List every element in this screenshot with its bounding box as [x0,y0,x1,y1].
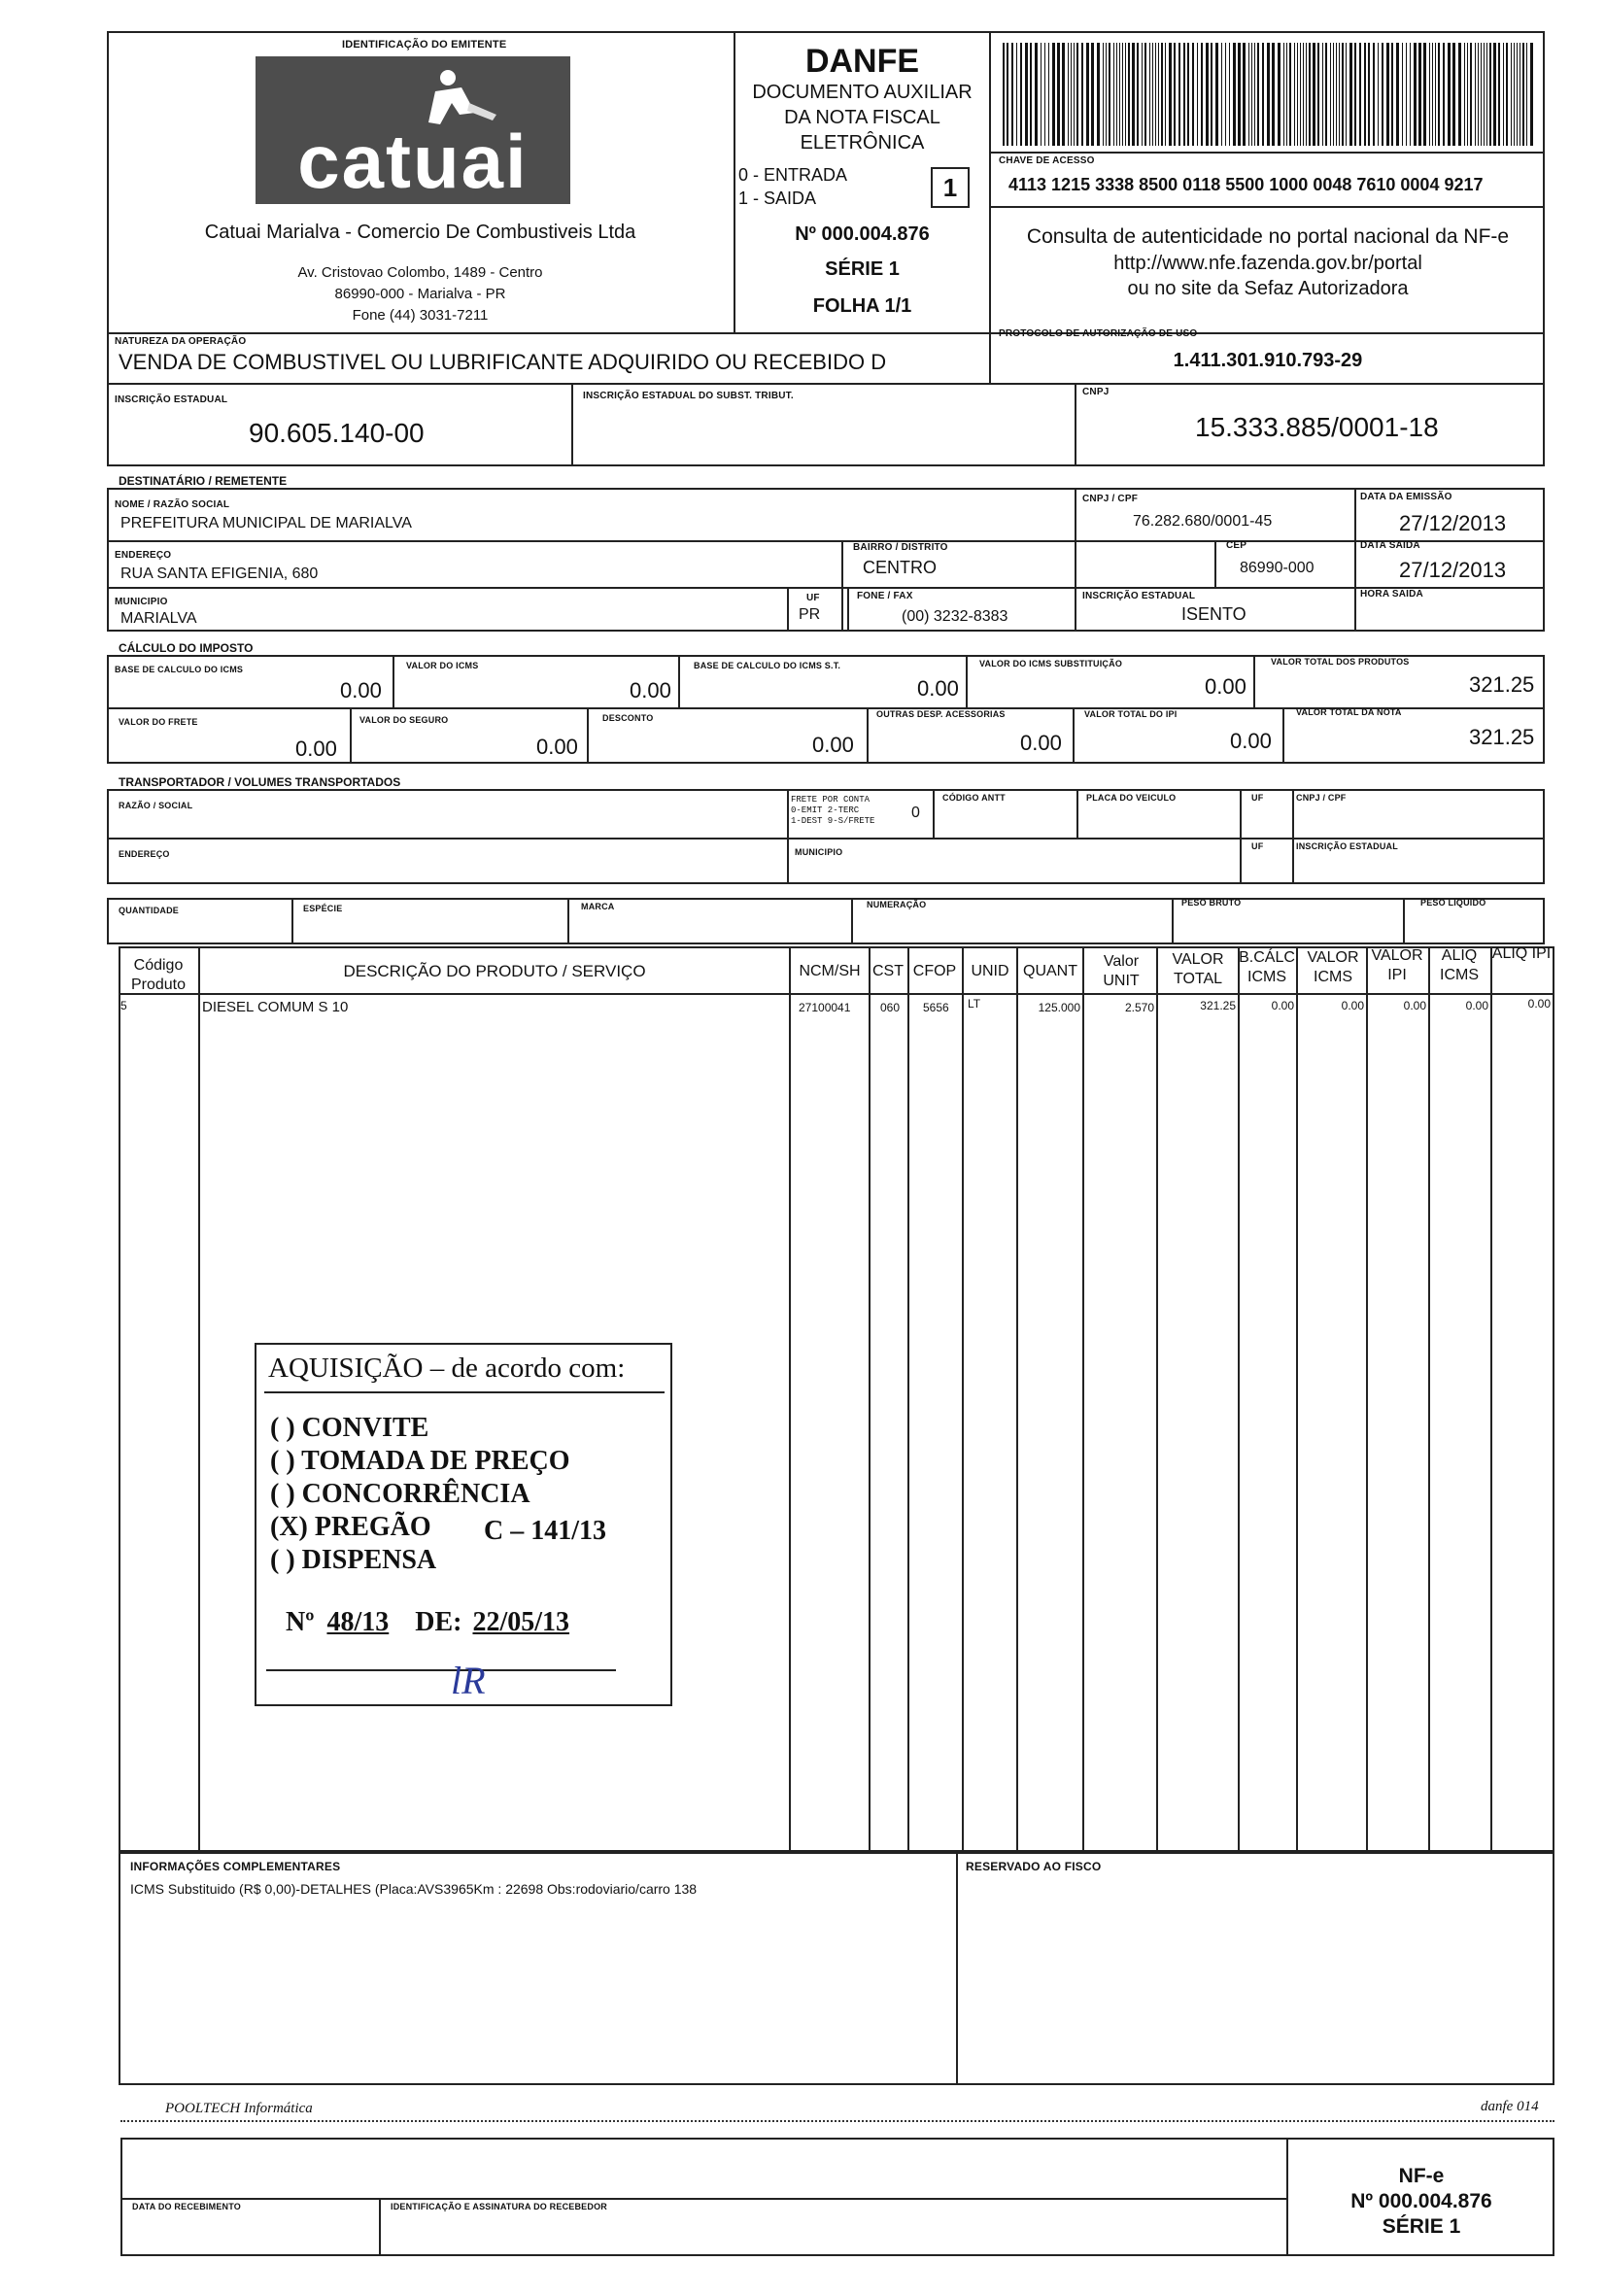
barcode-bar [1470,43,1472,146]
barcode-bar [1511,43,1512,146]
protocol-value: 1.411.301.910.793-29 [1173,350,1363,371]
barcode-bar [1057,43,1060,146]
barcode-bar [1418,43,1421,146]
barcode-bar [1086,43,1089,146]
barcode-bar [1342,43,1344,146]
consult-line1: Consulta de autenticidade no portal nacional da NF-e [1026,225,1510,248]
icms-value: 0.00 [630,678,671,703]
barcode-bar [1103,43,1104,146]
barcode-bar [1125,43,1126,146]
barcode-bar [1081,43,1083,146]
cnpj-label: CNPJ [1082,387,1110,397]
recipient-cnpj-label: CNPJ / CPF [1082,494,1139,504]
barcode-bar [1215,43,1218,146]
cell-code: 5 [120,999,127,1012]
barcode-bar [1297,43,1298,146]
barcode-bar [1238,43,1241,146]
stamp-signature: lR [451,1659,486,1702]
barcode-bar [1478,43,1479,146]
icms-st-label: VALOR DO ICMS SUBSTITUIÇÃO [979,659,1123,668]
fisco-label: RESERVADO AO FISCO [966,1860,1102,1873]
barcode-bar [1267,43,1270,146]
stamp-date-prefix: DE: [415,1607,462,1637]
logo-text: catuai [297,119,529,204]
barcode-bar [1443,43,1445,146]
access-key-label: CHAVE DE ACESSO [999,155,1095,166]
barcode-bar [1317,43,1319,146]
recipient-address-label: ENDEREÇO [115,550,172,561]
table-column-divider [1366,946,1368,1852]
barcode-bar [1458,43,1461,146]
uf-label: UF [806,593,820,603]
barcode-bar [1349,43,1352,146]
barcode-bar [1432,43,1433,146]
stub-nfe: NF-e [1398,2165,1445,2187]
total-products-label: VALOR TOTAL DOS PRODUTOS [1271,657,1410,667]
barcode-bar [1410,43,1411,146]
barcode-bar [1333,43,1334,146]
barcode-bar [1402,43,1403,146]
table-column-divider [1156,946,1158,1852]
danfe-sub2: DA NOTA FISCAL [784,107,940,128]
district-label: BAIRRO / DISTRITO [853,542,948,553]
barcode-bar [1359,43,1361,146]
th-ipi-rate: ALIQ IPI [1491,945,1552,962]
barcode-bar [1068,43,1069,146]
emitter-section-label: IDENTIFICAÇÃO DO EMITENTE [342,39,507,51]
danfe-sub1: DOCUMENTO AUXILIAR [752,82,973,103]
city-label: MUNICIPIO [115,597,168,607]
barcode-bar [1262,43,1264,146]
phone-label: FONE / FAX [857,591,913,601]
barcode-bar [1165,43,1166,146]
barcode-bar [1052,43,1055,146]
barcode-bar [1076,43,1078,146]
barcode-bar [1506,43,1508,146]
th-total-value: VALOR TOTAL [1172,951,1224,987]
barcode-bar [1119,43,1120,146]
qty-label: QUANTIDADE [119,906,179,915]
emitter-phone: Fone (44) 3031-7211 [352,307,489,324]
uf-value: PR [799,606,821,623]
protocol-label: PROTOCOLO DE AUTORIZAÇÃO DE USO [999,328,1198,339]
barcode-bar [1438,43,1440,146]
stub-number: Nº 000.004.876 [1350,2190,1492,2212]
stamp-number-line [286,1607,569,1638]
cell-ncm: 27100041 [799,1001,851,1014]
barcode-bar [1368,43,1370,146]
operation-label: NATUREZA DA OPERAÇÃO [115,336,247,347]
table-column-divider [907,946,909,1852]
receiver-label: IDENTIFICAÇÃO E ASSINATURA DO RECEBEDOR [391,2202,607,2211]
ipi-value: 0.00 [1230,729,1272,753]
emission-label: DATA DA EMISSÃO [1360,492,1452,502]
carrier-uf-label: UF [1251,793,1264,803]
cell-icms-value: 0.00 [1341,999,1364,1012]
carrier-cnpj-label: CNPJ / CPF [1296,793,1347,803]
barcode-bar [1197,43,1198,146]
barcode-bar [1251,43,1252,146]
table-column-divider [1490,946,1492,1852]
base-st-label: BASE DE CALCULO DO ICMS S.T. [694,661,841,670]
icms-label: VALOR DO ICMS [406,661,479,670]
th-unit: UNID [971,963,1009,979]
barcode-bar [1122,43,1123,146]
district-value: CENTRO [863,558,937,577]
barcode-bar [1041,43,1042,146]
barcode-bar [1132,43,1135,146]
cell-unit: LT [968,997,981,1011]
insurance-label: VALOR DO SEGURO [359,715,449,725]
barcode-bar [1116,43,1117,146]
catuai-logo [256,56,570,204]
table-column-divider [1296,946,1298,1852]
discount-label: DESCONTO [602,713,654,723]
barcode-bar [1020,43,1022,146]
barcode-bar [1109,43,1110,146]
carrier-name-label: RAZÃO / SOCIAL [119,801,193,810]
barcode-bar [1169,43,1172,146]
barcode-bar [1313,43,1315,146]
barcode-bar [1225,43,1226,146]
stamp-number-prefix: Nº [286,1607,315,1637]
th-unit-value: Valor UNIT [1103,953,1140,989]
phone-value: (00) 3232-8383 [902,608,1008,625]
barcode-bar [1386,43,1389,146]
stamp-option-concorrencia: ( ) CONCORRÊNCIA [270,1479,530,1509]
barcode-bar [1152,43,1153,146]
barcode-bar [1211,43,1212,146]
barcode-bar [1016,43,1017,146]
recipient-name: PREFEITURA MUNICIPAL DE MARIALVA [120,515,412,531]
danfe-number: Nº 000.004.876 [795,223,930,245]
barcode-bar [1233,43,1236,146]
emitter-city: 86990-000 - Marialva - PR [334,286,506,302]
base-icms-label: BASE DE CALCULO DO ICMS [115,665,244,674]
recipient-ie-label: INSCRIÇÃO ESTADUAL [1082,591,1196,601]
barcode-bar [1484,43,1485,146]
consult-line3: ou no site da Sefaz Autorizadora [1127,278,1409,299]
danfe-entry: 0 - ENTRADA [738,165,848,185]
form-id: danfe 014 [1481,2099,1539,2114]
cut-line [120,2120,1554,2122]
barcode-bar [1464,43,1465,146]
stamp-option-convite: ( ) CONVITE [270,1413,429,1443]
gross-weight-label: PESO BRUTO [1181,898,1242,908]
stamp-option-pregao: (X) PREGÃO [270,1512,431,1542]
antt-label: CÓDIGO ANTT [942,793,1006,803]
barcode-bar [1161,43,1163,146]
th-desc: DESCRIÇÃO DO PRODUTO / SERVIÇO [343,962,646,980]
barcode-bar [1486,43,1487,146]
barcode-bar [1278,43,1281,146]
danfe-sheet: FOLHA 1/1 [812,295,912,317]
barcode-bar [1283,43,1284,146]
barcode-bar [1522,43,1524,146]
recipient-ie: ISENTO [1181,604,1246,624]
barcode-bar [1526,43,1527,146]
cell-total-value: 321.25 [1200,999,1236,1012]
barcode-bar [1257,43,1259,146]
carrier-ie-label: INSCRIÇÃO ESTADUAL [1296,841,1398,851]
barcode-bar [1514,43,1515,146]
barcode-bar [1062,43,1065,146]
barcode-bar [1243,43,1246,146]
insurance-value: 0.00 [536,735,578,759]
barcode-bar [1406,43,1407,146]
barcode-bar [1322,43,1323,146]
cell-ipi-value: 0.00 [1403,999,1426,1012]
barcode-bar [1003,43,1005,146]
operation-value: VENDA DE COMBUSTIVEL OU LUBRIFICANTE ADQUIRIDO OU RECEBIDO D [119,350,887,374]
barcode-bar [1452,43,1455,146]
cell-icms-rate: 0.00 [1465,999,1488,1012]
danfe-title: DANFE [804,43,920,80]
cnpj-value: 15.333.885/0001-18 [1195,412,1439,442]
time-label: HORA SAIDA [1360,589,1423,600]
barcode [999,43,1535,146]
barcode-bar [1142,43,1143,146]
icms-st-value: 0.00 [1205,674,1246,699]
acquisition-stamp [255,1343,672,1706]
other-label: OUTRAS DESP. ACESSORIAS [876,709,1006,719]
danfe-type-value: 1 [942,173,958,202]
barcode-bar [1221,43,1222,146]
barcode-bar [1503,43,1504,146]
stub-series: SÉRIE 1 [1382,2215,1461,2238]
barcode-bar [1300,43,1301,146]
barcode-bar [1149,43,1150,146]
barcode-bar [1011,43,1013,146]
barcode-bar [1286,43,1287,146]
barcode-bar [1391,43,1393,146]
stamp-pregao-code: C – 141/13 [484,1516,606,1546]
tax-section: CÁLCULO DO IMPOSTO [119,641,254,655]
stamp-title: AQUISIÇÃO – de acordo com: [268,1353,626,1384]
brand-label: MARCA [581,902,615,911]
emitter-name: Catuai Marialva - Comercio De Combustiveis Ltda [204,222,636,243]
barcode-bar [1530,43,1533,146]
emitter-address: Av. Cristovao Colombo, 1489 - Centro [297,264,543,281]
barcode-bar [1354,43,1356,146]
table-column-divider [198,946,200,1852]
exit-date-label: DATA SAIDA [1360,540,1420,551]
table-column-divider [1238,946,1240,1852]
barcode-bar [1229,43,1230,146]
city-value: MARIALVA [120,610,197,627]
barcode-bar [1330,43,1331,146]
barcode-bar [1382,43,1383,146]
numbering-label: NUMERAÇÃO [867,900,927,909]
th-base-icms: B.CÁLC ICMS [1239,949,1295,985]
recipient-cnpj: 76.282.680/0001-45 [1133,513,1273,530]
total-label: VALOR TOTAL DA NOTA [1296,707,1402,717]
barcode-bar [1309,43,1311,146]
barcode-bar [1429,43,1430,146]
recipient-address: RUA SANTA EFIGENIA, 680 [120,565,319,582]
barcode-bar [1030,43,1032,146]
ie-label: INSCRIÇÃO ESTADUAL [115,394,228,405]
barcode-bar [1325,43,1327,146]
barcode-bar [1187,43,1189,146]
transport-section: TRANSPORTADOR / VOLUMES TRANSPORTADOS [119,775,401,789]
barcode-bar [1074,43,1075,146]
th-qty: QUANT [1023,963,1077,979]
barcode-bar [1174,43,1176,146]
barcode-bar [1435,43,1436,146]
freight-mode-line3: 1-DEST 9-S/FRETE [791,816,875,826]
net-weight-label: PESO LIQUIDO [1420,898,1486,908]
barcode-bar [1192,43,1194,146]
cep-label: CEP [1226,540,1247,551]
barcode-bar [1481,43,1482,146]
total-products-value: 321.25 [1469,672,1535,697]
barcode-bar [1071,43,1072,146]
barcode-bar [1414,43,1417,146]
info-label: INFORMAÇÕES COMPLEMENTARES [130,1860,341,1873]
base-st-value: 0.00 [917,676,959,701]
barcode-bar [1007,43,1008,146]
barcode-bar [1373,43,1375,146]
barcode-bar [1489,43,1491,146]
danfe-type-box [931,167,970,208]
th-icms-value: VALOR ICMS [1307,949,1359,985]
recipient-block [107,488,1545,632]
danfe-series: SÉRIE 1 [825,258,900,280]
discount-value: 0.00 [812,733,854,757]
stamp-option-dispensa: ( ) DISPENSA [270,1545,437,1575]
access-key: 4113 1215 3338 8500 0118 5500 1000 0048 7610 0004 9217 [1008,175,1484,194]
barcode-bar [1423,43,1426,146]
cell-ipi-rate: 0.00 [1527,997,1551,1011]
table-column-divider [789,946,791,1852]
danfe-sub3: ELETRÔNICA [800,132,925,154]
barcode-bar [1254,43,1255,146]
table-column-divider [1016,946,1018,1852]
danfe-exit: 1 - SAIDA [738,188,817,208]
freight-mode [791,795,874,827]
info-text: ICMS Substituido (R$ 0,00)-DETALHES (Placa:AVS3965Km : 22698 Obs:rodoviario/carro 138 [130,1881,698,1897]
table-column-divider [962,946,964,1852]
barcode-bar [1378,43,1379,146]
barcode-bar [1091,43,1094,146]
barcode-bar [1097,43,1100,146]
barcode-bar [1396,43,1399,146]
exit-date: 27/12/2013 [1399,558,1507,582]
th-ipi-value: VALOR IPI [1371,947,1423,983]
freight-mode-value: 0 [911,805,920,821]
barcode-bar [1289,43,1291,146]
barcode-bar [1346,43,1347,146]
barcode-bar [1128,43,1130,146]
barcode-bar [1113,43,1114,146]
ipi-label: VALOR TOTAL DO IPI [1084,709,1178,719]
cep-value: 86990-000 [1240,560,1315,576]
barcode-bar [1294,43,1295,146]
th-code: Código Produto [130,957,187,993]
emission-date: 27/12/2013 [1399,511,1507,535]
barcode-bar [1306,43,1307,146]
th-cst: CST [872,963,904,979]
barcode-bar [1035,43,1038,146]
barcode-bar [1517,43,1518,146]
barcode-bar [1044,43,1045,146]
base-icms-value: 0.00 [340,678,382,703]
cell-desc: DIESEL COMUM S 10 [202,999,349,1015]
barcode-bar [1183,43,1185,146]
barcode-bar [1493,43,1496,146]
cell-cfop: 5656 [923,1001,949,1014]
software-credit: POOLTECH Informática [165,2101,313,2116]
barcode-bar [1144,43,1146,146]
stamp-number: 48/13 [326,1607,390,1637]
barcode-bar [1272,43,1275,146]
receipt-date-label: DATA DO RECEBIMENTO [132,2202,241,2211]
plate-label: PLACA DO VEICULO [1086,793,1177,803]
th-ncm: NCM/SH [799,963,861,979]
consult-line2: http://www.nfe.fazenda.gov.br/portal [1113,253,1422,274]
freight-mode-line2: 0-EMIT 2-TERC [791,805,860,815]
barcode-bar [1025,43,1028,146]
ie-value: 90.605.140-00 [249,418,425,448]
cell-cst: 060 [880,1001,901,1014]
barcode-bar [1364,43,1366,146]
table-column-divider [1082,946,1084,1852]
table-column-divider [1428,946,1430,1852]
barcode-bar [1137,43,1139,146]
barcode-bar [1206,43,1209,146]
th-icms-rate: ALIQ ICMS [1440,947,1479,983]
barcode-bar [1339,43,1340,146]
stamp-option-tomada: ( ) TOMADA DE PREÇO [270,1446,570,1476]
table-column-divider [869,946,871,1852]
barcode-bar [1448,43,1451,146]
barcode-bar [1158,43,1159,146]
species-label: ESPÉCIE [303,904,343,913]
ie-st-label: INSCRIÇÃO ESTADUAL DO SUBST. TRIBUT. [583,391,794,401]
freight-value: 0.00 [295,737,337,761]
carrier-city-label: MUNICIPIO [795,847,843,857]
cell-unit-value: 2.570 [1124,1001,1154,1014]
barcode-bar [1498,43,1500,146]
barcode-bar [1048,43,1049,146]
barcode-bar [1106,43,1107,146]
recipient-section: DESTINATÁRIO / REMETENTE [119,474,288,488]
barcode-bar [1178,43,1180,146]
barcode-bar [1303,43,1304,146]
recipient-name-label: NOME / RAZÃO SOCIAL [115,499,230,510]
barcode-bar [1336,43,1337,146]
barcode-bar [1467,43,1468,146]
carrier-uf2-label: UF [1251,841,1264,851]
cell-base-icms: 0.00 [1271,999,1294,1012]
carrier-address-label: ENDEREÇO [119,849,170,859]
total-value: 321.25 [1469,725,1535,749]
barcode-bar [1155,43,1156,146]
barcode-bar [1201,43,1203,146]
barcode-bar [1248,43,1249,146]
stamp-date: 22/05/13 [472,1607,570,1637]
other-value: 0.00 [1020,731,1062,755]
cell-qty: 125.000 [1038,1001,1080,1014]
th-cfop: CFOP [912,963,957,979]
barcode-bar [1475,43,1476,146]
barcode-image [999,43,1535,146]
freight-label: VALOR DO FRETE [119,717,198,727]
freight-mode-line1: FRETE POR CONTA [791,795,871,805]
